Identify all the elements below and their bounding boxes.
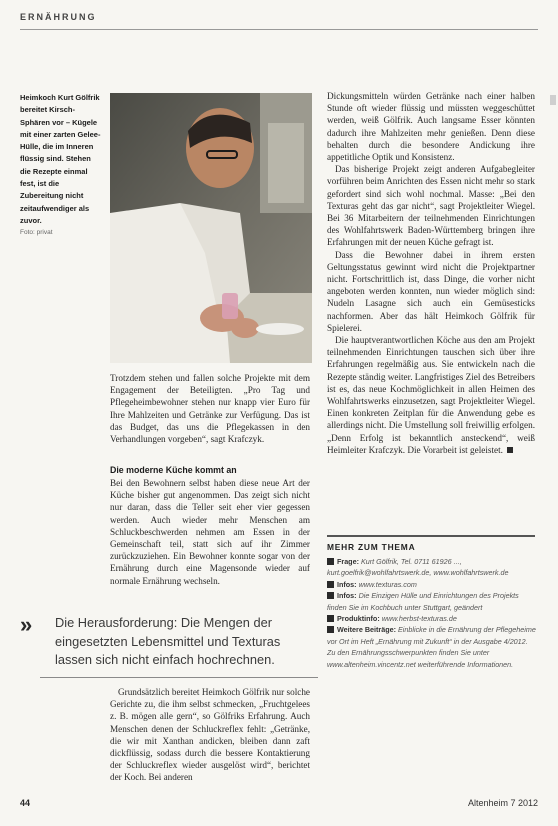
col2	[327, 90, 535, 456]
col1-top	[110, 372, 310, 445]
box-item-text: Kurt Gölfrik, Tel. 0711 61926 ..., kurt.goelfrik@wohlfahrtswerk.de, www.wohlfahrtswerk.de	[327, 557, 509, 578]
issue-info: Altenheim 7 2012	[467, 798, 538, 808]
paragraph: Dass die Bewohner dabei in ihrem ersten Geltungsstatus gewinnt wird nicht die Projektpartner nicht. Fortschrittlich ist, dass Dinge, die vorher nicht angeboten werden konnten, nun wieder möglich sind: Nudeln Lasagne sich auch ein Gemüsesticks nachformen. Aber das hält Heimkoch Gölfrik für Spielerei.	[327, 249, 535, 333]
square-bullet-icon	[327, 581, 334, 588]
photo-caption	[20, 92, 102, 240]
square-bullet-icon	[327, 592, 334, 599]
box-item	[327, 590, 537, 613]
box-item	[327, 579, 537, 590]
quote-mark-icon: »	[20, 612, 33, 637]
col1-mid	[110, 477, 310, 587]
square-bullet-icon	[327, 626, 334, 633]
box-rule	[327, 535, 535, 537]
page-edge-tab	[550, 95, 556, 105]
box-item-text: www.herbst-texturas.de	[381, 614, 457, 624]
box-item	[327, 556, 537, 579]
paragraph: Trotzdem stehen und fallen solche Projekte mit dem Engagement der Beteiligten. „Pro Tag und Pflegeheimbewohner stehen nur knapp vier Euro für Ihre Mahlzeiten und Getränke zur Verfügung. Das ist das Budget, das uns die Pflegekassen in den Verhandlungen vorgeben“, sagt Krafczyk.	[110, 373, 310, 445]
box-title: MEHR ZUM THEMA	[327, 542, 416, 552]
box-item-label: Infos:	[337, 591, 357, 601]
paragraph: Bei den Bewohnern selbst haben diese neue Art der Küche bisher gut angenommen. Das zeigt sich nicht nur daran, dass die Teller seit eher vier gegessen werden. Auch wieder mehr Menschen am Schluckbeschwerden nehmen am Essen in der Gemeinschaft teil, statt sich auf ihr Zimmer zurückzuziehen. Ein Bewohner konnte sogar von der Ernährung durch eine Magensonde wieder auf normale Ernährung wechseln.	[110, 478, 310, 586]
paragraph: Das bisherige Projekt zeigt anderen Aufgabegleiter vorführen beim Anrichten des Essen nicht mehr so stark gefordert sind sich wohl nochmal. Masse: „Bei den Texturas geht das gar nicht“, sagt Projektleiter Wiegel. Bei 36 Mitarbeitern der teilnehmenden Einrichtungen des Wohlfahrtswerk Baden-Württemberg bringen ihre Erfahrungen mit der neuen Küche gefragt ist.	[327, 164, 535, 248]
chef-photo	[110, 93, 312, 363]
subheading: Die moderne Küche kommt an	[110, 465, 237, 475]
caption-text: Heimkoch Kurt Gölfrik bereitet Kirsch-Sphären vor – Kügele mit einer zarten Gelee-Hülle, die im Inneren flüssig sind. Stehen die Rezepte einmal fest, ist die Zubereitung nicht zeitaufwendiger als zuvor.	[20, 93, 101, 225]
section-heading: ERNÄHRUNG	[20, 12, 97, 22]
paragraph: Grundsätzlich bereitet Heimkoch Gölfrik nur solche Gerichte zu, die ihm selbst schmecken, „Fruchtgelees z. B. mögen alle gern“, so Gölfriks Erfahrung. Auch Menschen denen der Schluckreflex fehlt: „Getränke, die wir mit Xanthan andicken, bleiben dann zaft dickflüssig, sodass durch die bessere Kontaktierung der Schluckreflex wieder ausgelöst wird“, berichtet der Koch. Bei anderen	[110, 687, 310, 783]
box-item-text: www.texturas.com	[358, 579, 417, 589]
paragraph-text: Die hauptverantwortlichen Köche aus den am Projekt teilnehmenden Einrichtungen tauschen sich über ihre Erfahrungen regelmäßig aus. Sie entwickeln nach die Rezepte ständig weiter. Langfristiges Ziel des Betreibers ist es, das neue Kochmöglichkeit in allen Heimen des Wohlfahrtswerks einzusetzen, sagt Projektleiter Wiegel. Einen konkreten Zeitplan für die Anwendung gebe es allerdings nicht. Die Umstellung soll freiwillig erfolgen. „Denn Erfolg ist bekanntlich ansteckend“, weiß Heimleiter Krafczyk. Die Vorarbeit ist geleistet.	[327, 335, 535, 455]
pull-quote-text: Die Herausforderung: Die Mengen der eingesetzten Lebensmittel und Texturas lassen sich nicht einfach hochrechnen.	[55, 615, 281, 668]
box-item-label: Infos:	[337, 579, 357, 589]
box-item-text: Die Einzigen Hülle und Einrichtungen des Projekts finden Sie im Kochbuch unter Stuttgart, geändert	[327, 591, 519, 612]
paragraph: Dickungsmitteln würden Getränke nach einer halben Stunde oft wieder flüssig und müssten weggeschüttet werden, weiß Gölfrik. Auch langsame Esser könnten dadurch ihre Mahlzeiten mehr genießen. Denn diese behalten durch die besondere Andickung ihre appetitliche Optik und Konsistenz.	[327, 91, 535, 163]
box-item	[327, 624, 537, 670]
box-item-label: Weitere Beiträge:	[337, 625, 396, 635]
square-bullet-icon	[327, 615, 334, 622]
page-number: 44	[20, 798, 31, 808]
box-item	[327, 613, 537, 624]
col1-bottom	[110, 686, 310, 784]
end-mark-icon	[507, 447, 513, 453]
paragraph	[327, 334, 535, 456]
more-on-topic-box	[327, 556, 537, 670]
photo-credit: Foto: privat	[20, 229, 53, 237]
box-item-text: Einblicke in die Ernährung der Pflegeheime vor Ort im Heft „Ernährung mit Zukunft“ in der Ausgabe 4/2012. Zu den Ernährungsschwerpunkten finden Sie unter www.altenheim.vincentz.net weiterführende Informationen.	[327, 625, 536, 669]
box-item-label: Frage:	[337, 557, 359, 566]
pull-quote-rule	[40, 677, 318, 678]
square-bullet-icon	[327, 558, 334, 565]
box-item-label: Produktinfo:	[337, 614, 380, 624]
header-rule	[20, 29, 538, 30]
